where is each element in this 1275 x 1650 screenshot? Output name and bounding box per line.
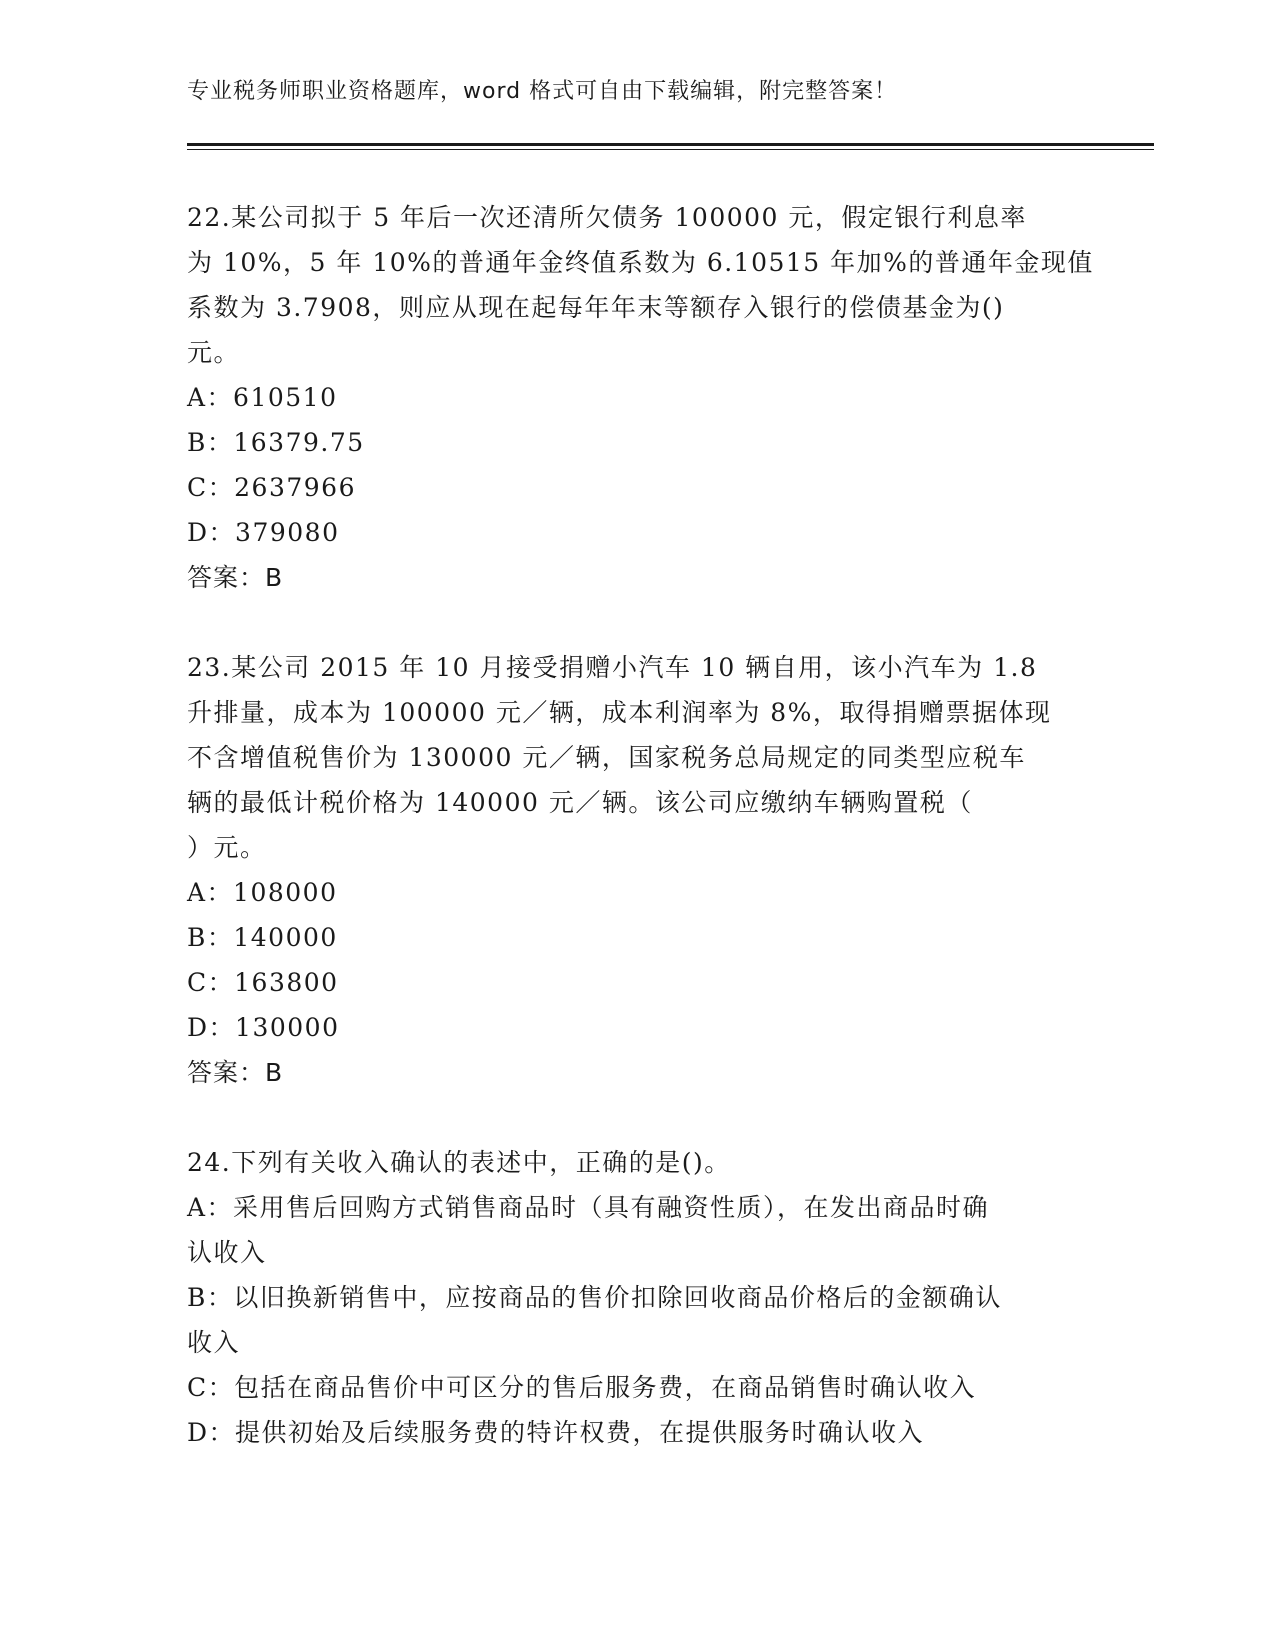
header-rule-thick	[187, 143, 1154, 146]
option-b-continued: 收入	[187, 1328, 241, 1357]
option-d: D：379080	[187, 518, 340, 547]
question-stem-line: 元。	[187, 338, 241, 367]
option-c: C：包括在商品售价中可区分的售后服务费，在商品销售时确认收入	[187, 1373, 977, 1402]
option-d: D：130000	[187, 1013, 340, 1042]
option-c: C：163800	[187, 968, 339, 997]
option-c: C：2637966	[187, 473, 356, 502]
header-text: 专业税务师职业资格题库，word 格式可自由下载编辑，附完整答案！	[187, 79, 898, 104]
question-stem-line: ）元。	[187, 833, 267, 862]
question-stem-line: 为 10%，5 年 10%的普通年金终值系数为 6.10515 年加%的普通年金现值	[187, 248, 1094, 277]
question-stem-line: 辆的最低计税价格为 140000 元／辆。该公司应缴纳车辆购置税（	[187, 788, 973, 817]
option-b: B：16379.75	[187, 428, 365, 457]
option-a: A：采用售后回购方式销售商品时（具有融资性质），在发出商品时确	[187, 1193, 990, 1222]
question-stem-line: 22.某公司拟于 5 年后一次还清所欠债务 100000 元，假定银行利息率	[187, 203, 1027, 232]
header-rule-thin	[187, 149, 1154, 150]
question-stem-line: 系数为 3.7908，则应从现在起每年年末等额存入银行的偿债基金为()	[187, 293, 1005, 322]
question-stem-line: 24.下列有关收入确认的表述中，正确的是()。	[187, 1148, 731, 1177]
answer-label: 答案：B	[187, 1058, 284, 1087]
question-stem-line: 升排量，成本为 100000 元／辆，成本利润率为 8%，取得捐赠票据体现	[187, 698, 1052, 727]
option-b: B：140000	[187, 923, 338, 952]
question-stem-line: 23.某公司 2015 年 10 月接受捐赠小汽车 10 辆自用，该小汽车为 1.8	[187, 653, 1038, 682]
option-a: A：610510	[187, 383, 338, 412]
answer-label: 答案：B	[187, 563, 284, 592]
option-b: B：以旧换新销售中，应按商品的售价扣除回收商品价格后的金额确认	[187, 1283, 1002, 1312]
option-d: D：提供初始及后续服务费的特许权费，在提供服务时确认收入	[187, 1418, 925, 1447]
option-a-continued: 认收入	[187, 1238, 267, 1267]
question-stem-line: 不含增值税售价为 130000 元／辆，国家税务总局规定的同类型应税车	[187, 743, 1026, 772]
option-a: A：108000	[187, 878, 338, 907]
